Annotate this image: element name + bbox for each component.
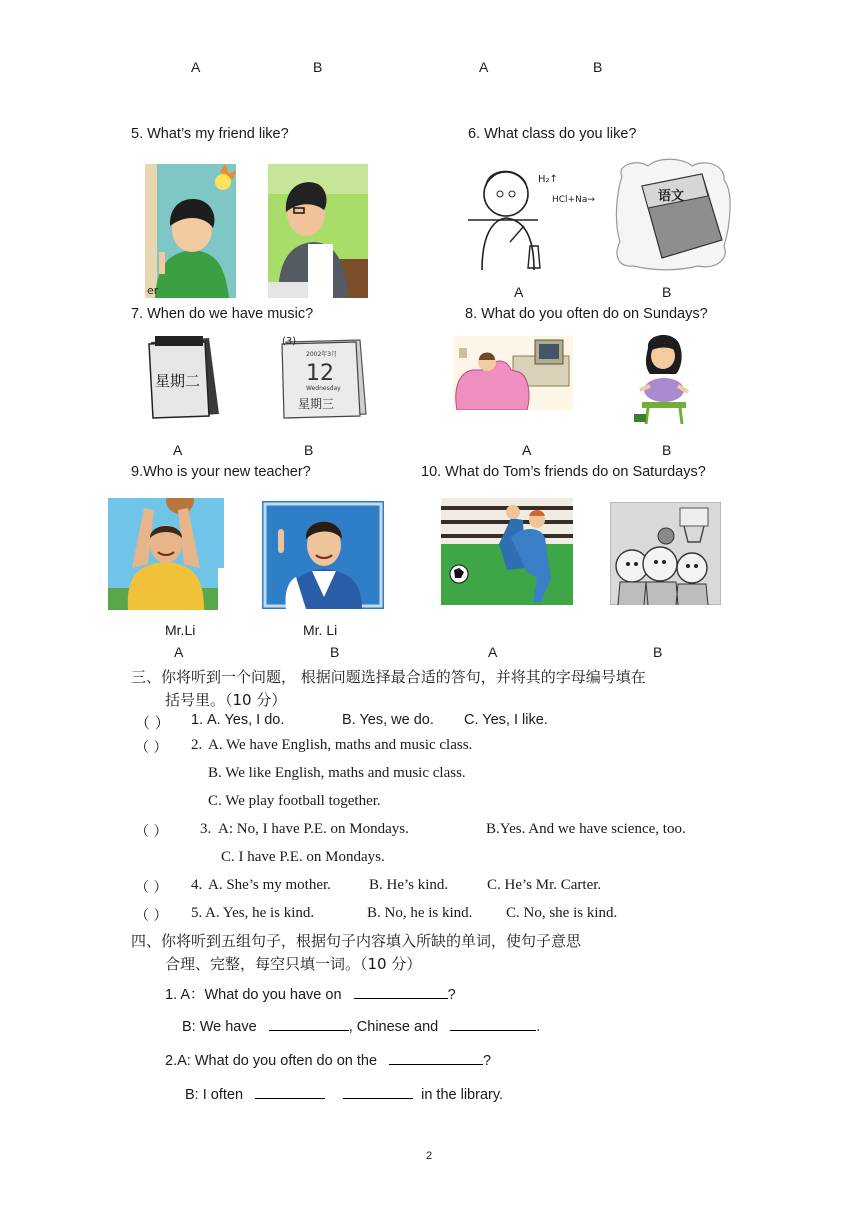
s4-blank-5[interactable]: [255, 1084, 325, 1099]
s3-item-3-paren[interactable]: （ ）: [135, 824, 168, 840]
s3-item-1-option-c: C. Yes, I like.: [464, 712, 548, 728]
svg-text:er: er: [147, 284, 159, 297]
s4-line-1a: [165, 983, 456, 1004]
question-7: 7. When do we have music?: [131, 306, 314, 322]
s3-item-1-option-a: A. Yes, I do.: [207, 712, 285, 728]
q10-image-a: [441, 498, 573, 605]
q7-weekday-a: 星期二: [155, 372, 201, 390]
s4-line-2a-text: 2.A: What do you often do on the: [165, 1053, 378, 1069]
question-6: 6. What class do you like?: [468, 126, 637, 142]
s3-item-5-option-c: C. No, she is kind.: [506, 905, 618, 921]
s3-item-3-num: 3.: [200, 821, 212, 837]
s3-item-4-option-b: B. He’s kind.: [369, 877, 449, 893]
question-5: 5. What’s my friend like?: [131, 126, 289, 142]
q9-name-a: Mr.Li: [165, 622, 196, 638]
q9-label-b: B: [330, 644, 340, 660]
s3-item-5-num: 5.: [191, 905, 203, 921]
q5-image-b: [268, 164, 368, 298]
q7-image-a: [147, 334, 223, 420]
s4-line-2a: [165, 1050, 491, 1069]
question-10: 10. What do Tom’s friends do on Saturdays?: [421, 464, 706, 480]
q6-book-title: 语文: [658, 189, 685, 204]
question-9: 9.Who is your new teacher?: [131, 464, 311, 480]
s4-line-1a-text: 1. A：What do you have on: [165, 987, 342, 1003]
s4-line-1b-text: B: We have: [182, 1019, 257, 1035]
q8-label-b: B: [662, 442, 672, 458]
section-4-heading-line-2: 合理、完整，每空只填一词。（10 分）: [165, 955, 422, 973]
top-label-a-right: A: [479, 59, 489, 75]
s3-item-4-paren[interactable]: （ ）: [135, 880, 168, 896]
s3-item-5-option-b: B. No, he is kind.: [367, 905, 473, 921]
s4-blank-6[interactable]: [343, 1084, 413, 1099]
section-3-heading-line-1: 三、你将听到一个问题， 根据问题选择最合适的答句，并将其的字母编号填在: [131, 668, 646, 686]
s3-item-1-option-b: B. Yes, we do.: [342, 712, 434, 728]
section-3-heading-line-2: 括号里。（10 分）: [165, 691, 287, 709]
q7-label-b: B: [304, 442, 314, 458]
q10-image-b: [610, 502, 721, 605]
q10-label-b: B: [653, 644, 663, 660]
s4-line-1b: [182, 1016, 540, 1035]
top-label-a-left: A: [191, 59, 201, 75]
q8-image-b: [630, 330, 696, 426]
s4-blank-2[interactable]: [269, 1016, 349, 1031]
s3-item-3-option-b: B.Yes. And we have science, too.: [486, 821, 686, 837]
s3-item-4-option-a: A. She’s my mother.: [208, 877, 331, 893]
s3-item-3-option-c: C. I have P.E. on Mondays.: [221, 849, 385, 865]
s3-item-4-num: 4.: [191, 877, 203, 893]
q8-label-a: A: [522, 442, 532, 458]
q10-label-a: A: [488, 644, 498, 660]
s3-item-2-option-c: C. We play football together.: [208, 793, 381, 809]
q7-image-b: [276, 334, 368, 420]
q6-formula-2: HCl+Na→: [552, 195, 595, 205]
top-label-b-right: B: [593, 59, 603, 75]
s4-line-1a-end: ?: [447, 987, 456, 1003]
q7-corner: (3): [282, 336, 297, 347]
q6-formula-1: H₂↑: [538, 174, 558, 185]
section-4-heading-line-1: 四、你将听到五组句子，根据句子内容填入所缺的单词，使句子意思: [131, 932, 582, 950]
q5-image-a: [145, 164, 236, 298]
s4-line-1b-end: .: [536, 1019, 541, 1035]
q7-weekday-en: Wednesday: [306, 385, 341, 392]
q9-name-b: Mr. Li: [303, 622, 338, 638]
q6-image-a: [468, 156, 600, 270]
q8-image-a: [453, 336, 573, 410]
s4-line-2b-end: in the library.: [421, 1087, 504, 1103]
q7-day: 12: [306, 361, 334, 386]
s4-line-1b-mid: , Chinese and: [348, 1019, 439, 1035]
s4-blank-4[interactable]: [389, 1050, 483, 1065]
s3-item-1-num: 1.: [191, 712, 204, 728]
q9-label-a: A: [174, 644, 184, 660]
q7-label-a: A: [173, 442, 183, 458]
s3-item-5-option-a: A. Yes, he is kind.: [205, 905, 315, 921]
question-8: 8. What do you often do on Sundays?: [465, 306, 708, 322]
s4-blank-1[interactable]: [354, 984, 448, 999]
s3-item-4-option-c: C. He’s Mr. Carter.: [487, 877, 602, 893]
q7-weekday-cn: 星期三: [298, 397, 335, 411]
q9-image-a: [108, 498, 224, 610]
q7-month: 2002年3月: [306, 351, 338, 358]
top-label-b-left: B: [313, 59, 323, 75]
s3-item-3-option-a: A: No, I have P.E. on Mondays.: [218, 821, 409, 837]
s3-item-2-paren[interactable]: （ ）: [135, 740, 168, 756]
q6-label-b: B: [662, 284, 672, 300]
s3-item-2-option-a: A. We have English, maths and music class.: [208, 737, 473, 753]
s4-blank-3[interactable]: [450, 1016, 536, 1031]
page-number: 2: [426, 1150, 433, 1162]
s3-item-1: [135, 712, 170, 733]
s3-item-2-num: 2.: [191, 737, 203, 753]
s3-item-2-option-b: B. We like English, maths and music class.: [208, 765, 466, 781]
q6-label-a: A: [514, 284, 524, 300]
q6-image-b: [614, 156, 734, 272]
s3-item-5-paren[interactable]: （ ）: [135, 908, 168, 924]
q9-image-b: [262, 501, 384, 609]
s4-line-2a-end: ?: [483, 1053, 492, 1069]
s3-item-1-paren[interactable]: （ ）: [135, 714, 170, 732]
s4-line-2b: [185, 1084, 503, 1103]
s4-line-2b-text: B: I often: [185, 1087, 244, 1103]
